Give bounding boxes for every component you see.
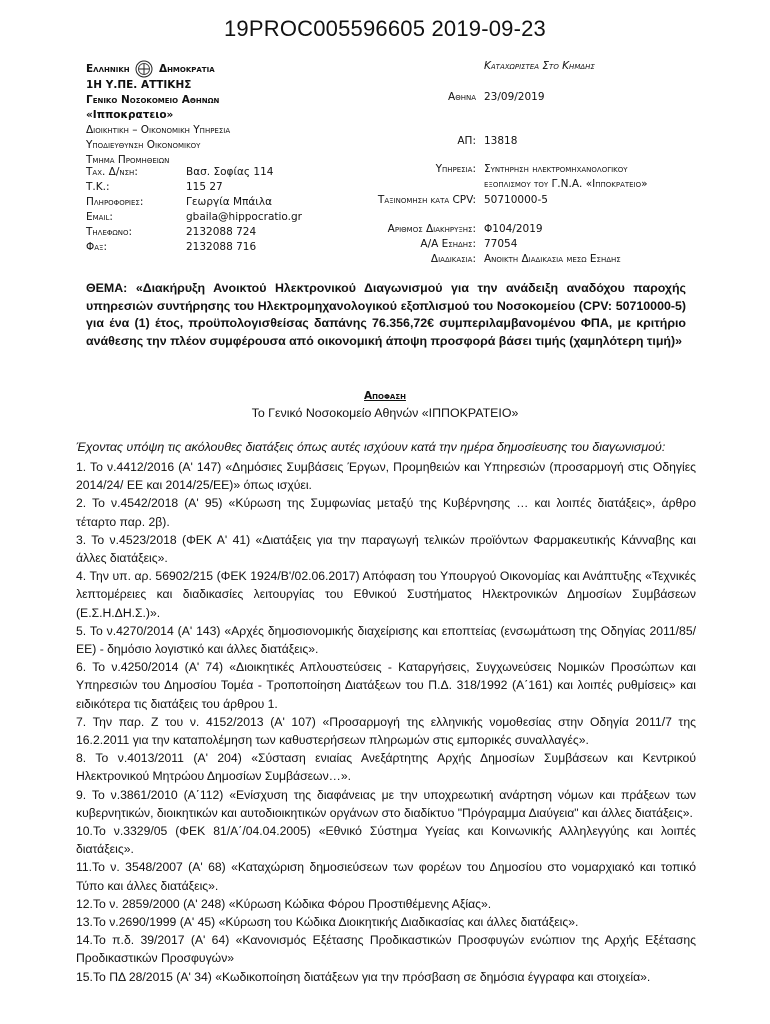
meta-row [300,237,700,252]
list-item: 1. Το ν.4412/2016 (Α' 147) «Δημόσιες Συμβάσεις Έργων, Προμηθειών και Υπηρεσιών (προσαρμογή στις Οδηγίες 2014/24/ ΕΕ και 2014/25/ΕΕ)» όπως ισχύει. [76,460,696,493]
contact-label: Φαξ: [86,241,108,253]
decision-subtitle: Το Γενικό Νοσοκομείο Αθηνών «ΙΠΠΟΚΡΑΤΕΙΟ» [251,406,519,420]
contact-label: Πληροφοριες: [86,196,144,208]
contact-value: 115 27 [186,181,223,193]
ype-line: 1Η Υ.ΠΕ. ΑΤΤΙΚΗΣ [86,79,192,91]
meta-row [300,252,700,267]
division-line: Υποδιευθυνση Οικονομικου [86,139,201,151]
contact-value: Βασ. Σοφίας 114 [186,166,274,178]
list-item: 10.Το ν.3329/05 (ΦΕΚ 81/Α΄/04.04.2005) «Εθνικό Σύστημα Υγείας και Κοινωνικής Αλληλεγγύης και λοιπές διατάξεις». [76,824,696,857]
meta-row [300,222,700,237]
meta-value: 50710000-5 [484,194,548,206]
list-item: 13.Το ν.2690/1999 (Α' 45) «Κύρωση του Κώδικα Διοικητικής Διαδικασίας και άλλες διατάξεις». [76,915,579,930]
meta-value: Ανοικτη Διαδικασια μεσω Εσηδης [484,253,621,265]
list-item: 4. Την υπ. αρ. 56902/215 (ΦΕΚ 1924/Β'/02.06.2017) Απόφαση του Υπουργού Οικονομίας και Ανάπτυξης «Τεχνικές λεπτομέρειες και διαδικασίες λειτουργίας του Εθνικού Συστήματος Ηλεκτρονικών Δημοσίων Συμβάσεων (Ε.Σ.Η.ΔΗ.Σ.)». [76,569,696,620]
meta-label: Α/Α Εσηδης: [420,238,476,250]
meta-label: Αριθμος Διακηρυξης: [387,223,476,235]
meta-value: 77054 [484,238,518,250]
subject-paragraph: ΘΕΜΑ: «Διακήρυξη Ανοικτού Ηλεκτρονικού Διαγωνισμού για την ανάδειξη αναδόχου παροχής υπηρεσιών συντήρησης του Ηλεκτρομηχανολογικού εξοπλισμού του Νοσοκομείου (CPV: 50710000-5) για ένα (1) έτος, προϋπολογισθείσας δαπάνης 76.356,72€ συμπεριλαμβανομένου ΦΠΑ, με κριτήριο ανάθεσης την πλέον συμφέρουσα από οικονομική άποψη προσφορά βάσει τιμής (χαμηλότερη τιμή)» [86,281,686,348]
meta-value: Φ104/2019 [484,223,543,235]
registration-note: Καταχωριστεα Στο Κημδης [484,60,595,72]
contact-value: Γεωργία Μπάιλα [186,196,272,208]
contact-label: Ταχ. Δ/νση: [86,166,138,178]
meta-row [300,177,700,192]
hospital-name-line: «Ιπποκρατειο» [86,109,174,121]
list-item: 6. Το ν.4250/2014 (Α' 74) «Διοικητικές Απλουστεύσεις - Καταργήσεις, Συγχωνεύσεις Νομικών Προσώπων και Υπηρεσιών του Δημοσίου Τομέα - Τροποποίηση Διατάξεων του Π.Δ. 318/1992 (Α΄161) και λοιπές ρυθμίσεις» και ειδικότερα τις διατάξεις του άρθρου 1. [76,660,696,711]
meta-value: 23/09/2019 [484,91,545,103]
list-item: 8. Το ν.4013/2011 (Α' 204) «Σύσταση ενιαίας Ανεξάρτητης Αρχής Δημοσίων Συμβάσεων και Κεντρικού Ηλεκτρονικού Μητρώου Δημοσίων Συμβάσεων…». [76,751,696,784]
meta-label: ΑΠ: [457,135,476,147]
meta-label: Διαδικασια: [430,253,476,265]
republic-right: Δημοκρατια [158,63,215,75]
list-item: 11.Το ν. 3548/2007 (Α' 68) «Καταχώριση δημοσιεύσεων των φορέων του Δημοσίου στο νομαρχιακό και τοπικό Τύπο και άλλες διατάξεις». [76,860,696,893]
contact-label: Τ.Κ.: [86,181,110,193]
meta-row [300,162,700,177]
meta-label: Αθηνα [448,91,476,103]
contact-label: Email: [86,211,113,223]
meta-row [300,134,700,149]
contact-value: 2132088 716 [186,241,257,253]
meta-row [300,193,700,208]
meta-label: Ταξινομηση κατα CPV: [377,194,476,206]
list-item: 15.Το ΠΔ 28/2015 (Α' 34) «Κωδικοποίηση διατάξεων για την πρόσβαση σε δημόσια έγγραφα και στοιχεία». [76,969,651,984]
meta-value: εξοπλισμου του Γ.Ν.Α. «Ιπποκρατειο» [484,178,648,190]
contact-label: Τηλεφωνο: [86,226,133,238]
republic-line [86,60,386,78]
department-line: Τμημα Προμηθειων [86,154,170,166]
list-item: 3. Το ν.4523/2018 (ΦΕΚ Α' 41) «Διατάξεις για την παραγωγή τελικών προϊόντων Φαρμακευτικής Κάνναβης και άλλες διατάξεις». [76,532,696,566]
issuer-block [86,60,386,168]
republic-left: Ελληνικη [86,63,130,75]
document-id: 19PROC005596605 2019-09-23 [224,16,546,41]
list-item: 9. Το ν.3861/2010 (Α΄112) «Ενίσχυση της διαφάνειας με την υποχρεωτική ανάρτηση νόμων και πράξεων των κυβερνητικών, διοικητικών και αυτοδιοικητικών οργάνων στο διαδίκτυο "Πρόγραμμα Διαύγεια" και άλλες διατάξεις». [76,787,696,820]
service-line: Διοικητικη – Οικονομικη Υπηρεσια [86,124,231,136]
intro-line: Έχοντας υπόψη τις ακόλουθες διατάξεις όπως αυτές ισχύουν κατά την ημέρα δημοσίευσης του διαγωνισμού: [76,440,666,454]
meta-row [300,90,700,105]
hospital-line: Γενικο Νοσοκομειο Αθηνων [86,94,220,106]
list-item: 2. Το ν.4542/2018 (Α' 95) «Κύρωση της Συμφωνίας μεταξύ της Κυβέρνησης … και λοιπές διατάξεις», άρθρο τέταρτο παρ. 2β). [76,496,696,529]
decision-title: Αποφαση [364,390,406,402]
law-list [76,458,696,986]
meta-value: 13818 [484,135,518,147]
meta-value: Συντηρηση ηλεκτρομηχανολογικου [484,163,628,175]
list-item: 12.Το ν. 2859/2000 (Α' 248) «Κύρωση Κώδικα Φόρου Προστιθέμενης Αξίας». [76,896,492,911]
meta-label: Υπηρεσια: [435,163,476,175]
contact-value: 2132088 724 [186,226,257,238]
list-item: 5. Το ν.4270/2014 (Α' 143) «Αρχές δημοσιονομικής διαχείρισης και εποπτείας (ενσωμάτωση της Οδηγίας 2011/85/ΕΕ) - δημόσιο λογιστικό και άλλες διατάξεις». [76,623,696,657]
list-item: 7. Την παρ. Ζ του ν. 4152/2013 (Α' 107) «Προσαρμογή της ελληνικής νομοθεσίας στην Οδηγία 2011/7 της 16.2.2011 για την καταπολέμηση των καθυστερήσεων πληρωμών στις εμπορικές συναλλαγές». [76,714,696,748]
list-item: 14.Το π.δ. 39/2017 (Α' 64) «Κανονισμός Εξέτασης Προδικαστικών Προσφυγών ενώπιον της Αρχής Εξέτασης Προδικαστικών Προσφυγών» [76,933,696,966]
contact-email[interactable]: gbaila@hippocratio.gr [186,211,302,223]
greek-emblem-icon [135,60,153,78]
